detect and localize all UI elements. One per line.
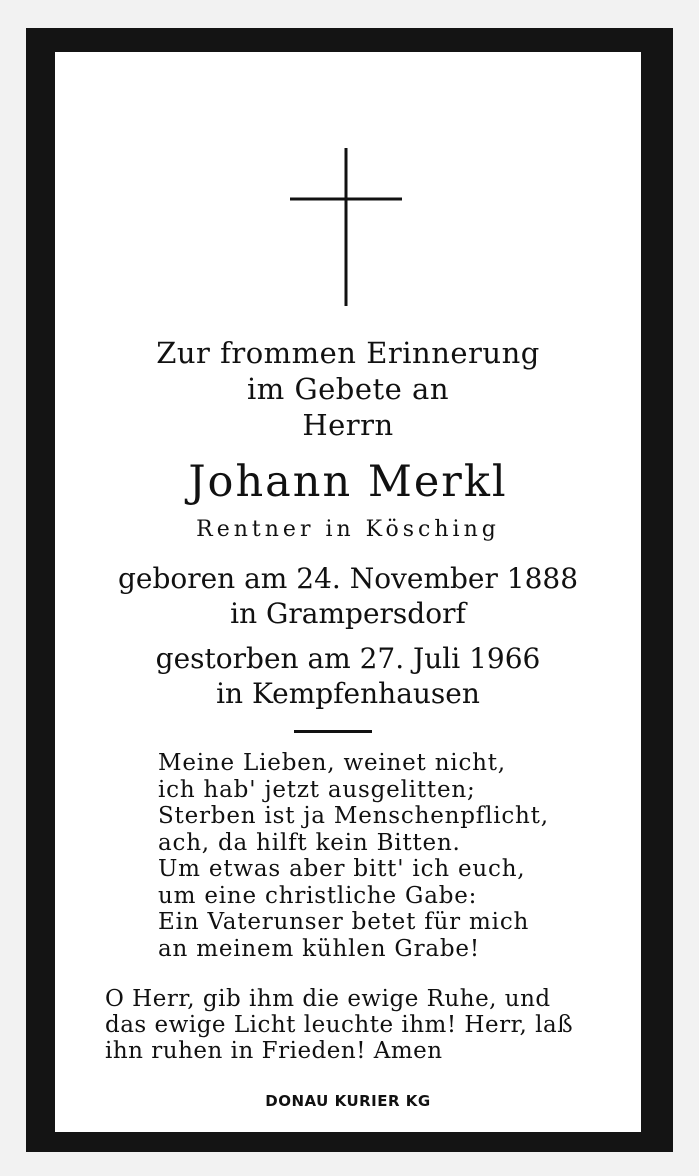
- poem-line: an meinem kühlen Grabe!: [158, 935, 480, 962]
- poem-line: ach, da hilft kein Bitten.: [158, 829, 461, 856]
- death-date-line: gestorben am 27. Juli 1966: [155, 642, 541, 675]
- poem-line: Sterben ist ja Menschenpflicht,: [158, 803, 549, 829]
- heading-line-1: Zur frommen Erinnerung: [156, 336, 540, 370]
- memorial-card-paper: [55, 52, 641, 1132]
- prayer-line: O Herr, gib ihm die ewige Ruhe, und: [105, 986, 551, 1012]
- printer-imprint: DONAU KURIER KG: [265, 1092, 431, 1110]
- birth-date-line: geboren am 24. November 1888: [117, 562, 579, 595]
- birth-place-line: in Grampersdorf: [230, 597, 466, 630]
- poem-line: um eine christliche Gabe:: [158, 882, 478, 909]
- cross-icon: [55, 52, 641, 312]
- heading-line-3: Herrn: [302, 408, 394, 442]
- heading-line-2: im Gebete an: [246, 372, 450, 406]
- deceased-name: Johann Merkl: [188, 457, 508, 507]
- closing-prayer: [105, 986, 605, 1064]
- poem: [158, 750, 549, 962]
- poem-line: Um etwas aber bitt' ich euch,: [158, 856, 526, 882]
- death-place-line: in Kempfenhausen: [216, 677, 480, 710]
- divider-rule: [294, 730, 372, 733]
- poem-line: Ein Vaterunser betet für mich: [158, 909, 530, 935]
- prayer-line: ihn ruhen in Frieden! Amen: [105, 1038, 443, 1064]
- prayer-line: das ewige Licht leuchte ihm! Herr, laß: [105, 1012, 574, 1038]
- occupation: Rentner in Kösching: [196, 517, 500, 542]
- memorial-card: [26, 28, 673, 1152]
- poem-line: ich hab' jetzt ausgelitten;: [158, 776, 476, 803]
- poem-line: Meine Lieben, weinet nicht,: [158, 750, 506, 776]
